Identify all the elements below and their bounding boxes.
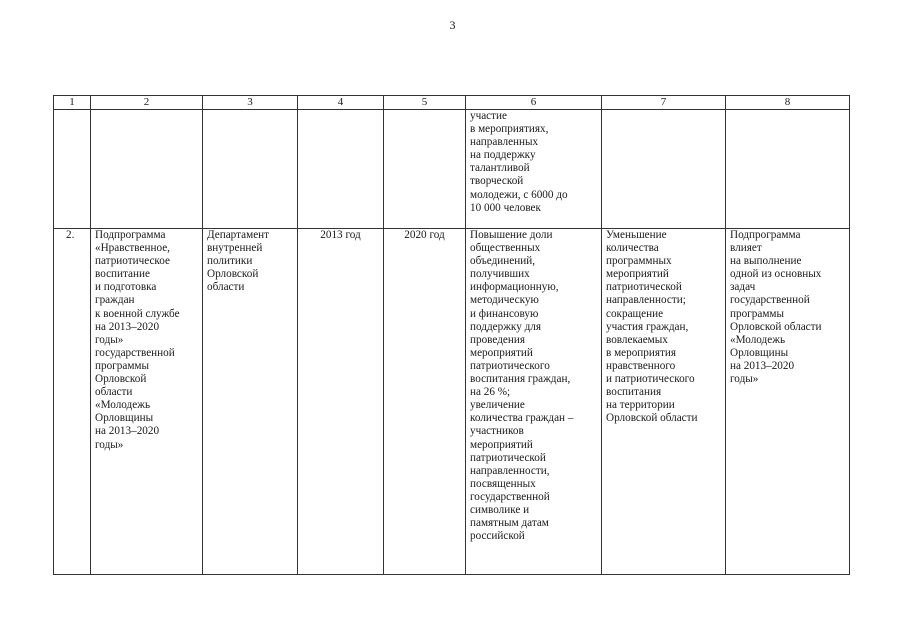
cell-line: символике и [470,503,530,516]
cell-line: и финансовую [470,307,539,320]
program-table [53,95,850,575]
cell-line: российской [470,530,525,543]
cell-line: Орловской [95,373,147,386]
expected-result-cell [466,229,602,575]
cell-line: на 26 %; [470,386,511,399]
cell-line: «Нравственное, [95,242,170,255]
cell-line: количества [606,242,659,255]
column-header-6: 6 [466,96,602,110]
cell-line: области [207,281,245,294]
cell-line: Орловской области [730,320,822,333]
page-number: 3 [449,18,456,32]
cell-line: проведения [470,333,525,346]
cell-line: государственной [95,346,175,359]
cell-line: поддержку для [470,320,542,333]
cell-line: информационную, [470,281,559,294]
cell-line: общественных [470,242,541,255]
cell-line: к военной службе [95,307,180,320]
cell-line: патриотического [470,359,550,372]
cont-cell-1 [54,110,91,229]
cell-line: годы» [730,373,759,386]
cell-line: объединений, [470,255,535,268]
cell-line: увеличение [470,399,525,412]
cell-line: направленности, [470,464,550,477]
cell-line: внутренней [207,242,263,255]
cell-line: влияет [730,242,762,255]
column-header-5: 5 [384,96,466,110]
cell-line: на 2013–2020 [730,359,795,372]
cell-line: Повышение доли [470,229,553,241]
cell-line: направленных [470,136,539,149]
cell-line: патриотической [606,281,682,294]
cont-cell-3 [203,110,298,229]
cell-line: политики [207,255,253,268]
cell-line: направленности; [606,294,686,307]
subprogram-name-cell [91,229,203,575]
cell-line: патриотической [470,451,546,464]
cell-line: Орловской [207,268,259,281]
cell-line: участия граждан, [606,320,689,333]
cell-line: на поддержку [470,149,536,162]
row-number: 2. [54,229,91,575]
column-header-4: 4 [298,96,384,110]
cont-cell-4 [298,110,384,229]
cell-line: государственной [470,490,550,503]
column-header-7: 7 [602,96,726,110]
column-header-8: 8 [726,96,850,110]
cell-line: воспитание [95,268,150,281]
column-header-3: 3 [203,96,298,110]
cell-line: и подготовка [95,281,157,294]
cell-line: программных [606,255,672,268]
cell-line: «Молодежь [730,333,786,346]
cont-result-cell [466,110,602,229]
start-year-cell: 2013 год [298,229,384,575]
cell-line: годы» [95,438,124,451]
relation-cell [726,229,850,575]
cont-cell-5 [384,110,466,229]
cell-line: «Молодежь [95,399,151,412]
cell-line: в мероприятиях, [470,123,549,136]
column-header-2: 2 [91,96,203,110]
cell-line: государственной [730,294,810,307]
cell-line: 10 000 человек [470,201,541,214]
continuation-row [54,110,850,229]
cell-line: Орловщины [95,412,154,425]
cell-line: на 2013–2020 [95,320,160,333]
cell-line: сокращение [606,307,664,320]
cell-line: на 2013–2020 [95,425,160,438]
cell-line: Уменьшение [606,229,667,241]
cell-line: программы [95,359,149,372]
table-row [54,229,850,575]
cell-line: задач [730,281,756,294]
cell-line: участие [470,110,507,122]
cell-line: творческой [470,175,524,188]
executor-cell [203,229,298,575]
cell-line: нравственного [606,359,676,372]
cell-line: на выполнение [730,255,802,268]
cell-line: вовлекаемых [606,333,668,346]
column-header-1: 1 [54,96,91,110]
cell-line: мероприятий [470,438,533,451]
cont-cell-8 [726,110,850,229]
cell-line: Орловской области [606,412,698,425]
cell-line: программы [730,307,784,320]
cont-cell-2 [91,110,203,229]
cell-line: Подпрограмма [730,229,801,241]
cell-line: области [95,386,133,399]
header-row [54,96,850,110]
cell-line: количества граждан – [470,412,574,425]
cell-line: участников [470,425,524,438]
end-year-cell: 2020 год [384,229,466,575]
cell-line: Департамент [207,229,270,241]
cell-line: Подпрограмма [95,229,166,241]
cell-line: мероприятий [470,346,533,359]
cell-line: мероприятий [606,268,669,281]
cell-line: Орловщины [730,346,789,359]
cell-line: посвященных [470,477,536,490]
cell-line: талантливой [470,162,530,175]
cell-line: одной из основных [730,268,822,281]
cell-line: на территории [606,399,675,412]
cell-line: в мероприятия [606,346,677,359]
cell-line: годы» [95,333,124,346]
cell-line: патриотическое [95,255,170,268]
cell-line: молодежи, с 6000 до [470,188,568,201]
cell-line: получивших [470,268,530,281]
cell-line: памятным датам [470,517,549,530]
cell-line: граждан [95,294,135,307]
cont-cell-7 [602,110,726,229]
cell-line: методическую [470,294,539,307]
consequences-cell [602,229,726,575]
cell-line: и патриотического [606,373,695,386]
cell-line: воспитания [606,386,662,399]
cell-line: воспитания граждан, [470,373,571,386]
